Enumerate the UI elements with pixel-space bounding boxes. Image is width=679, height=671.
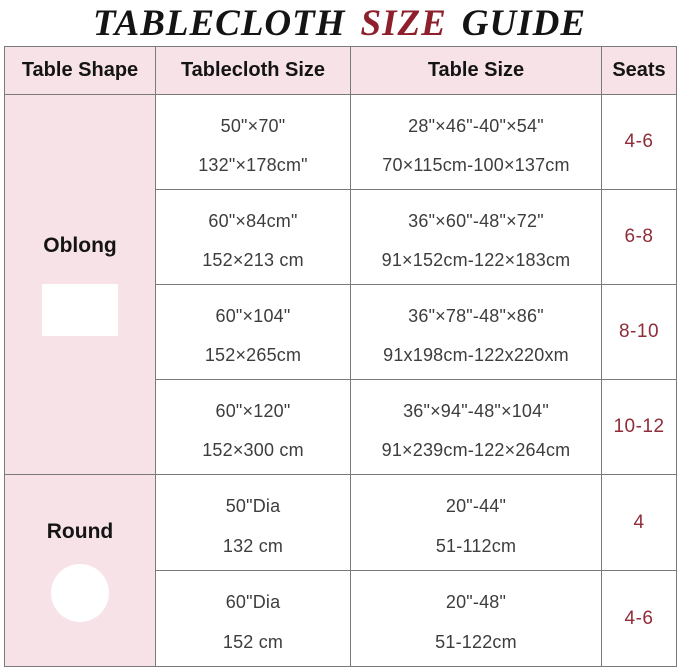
circle-shape-icon bbox=[51, 564, 109, 622]
tablecloth-size-inches: 60"×120" bbox=[215, 401, 291, 421]
table-row bbox=[5, 475, 677, 571]
table-size-cm: 51-112cm bbox=[435, 536, 517, 556]
table-size-cm: 70×115cm-100×137cm bbox=[382, 155, 570, 175]
table-size-inches: 20"-44" bbox=[445, 496, 507, 516]
header-table-size: Table Size bbox=[351, 47, 602, 95]
table-row bbox=[5, 95, 677, 190]
header-row bbox=[5, 47, 677, 95]
tablecloth-size-cell bbox=[156, 475, 351, 571]
seats-cell: 4-6 bbox=[602, 571, 677, 667]
header-tablecloth-size: Tablecloth Size bbox=[156, 47, 351, 95]
header-table-shape: Table Shape bbox=[5, 47, 156, 95]
table-size-cell bbox=[351, 285, 602, 380]
table-size-cm: 91×152cm-122×183cm bbox=[381, 250, 571, 270]
shape-cell-round bbox=[5, 475, 156, 667]
tablecloth-size-inches: 50"×70" bbox=[220, 116, 286, 136]
title-word-tablecloth: TABLECLOTH bbox=[92, 2, 346, 44]
shape-label-oblong: Oblong bbox=[43, 233, 117, 257]
seats-cell: 8-10 bbox=[602, 285, 677, 380]
tablecloth-size-cell bbox=[156, 285, 351, 380]
tablecloth-size-cm: 132"×178cm" bbox=[198, 155, 308, 175]
tablecloth-size-cell bbox=[156, 380, 351, 475]
shape-label-round: Round bbox=[46, 519, 114, 543]
table-size-inches: 36"×78"-48"×86" bbox=[408, 306, 544, 326]
tablecloth-size-cell bbox=[156, 190, 351, 285]
seats-cell: 4 bbox=[602, 475, 677, 571]
table-size-cell bbox=[351, 380, 602, 475]
title-word-size: SIZE bbox=[360, 2, 447, 44]
seats-cell: 10-12 bbox=[602, 380, 677, 475]
table-size-cm: 51-122cm bbox=[435, 632, 517, 652]
table-size-cell bbox=[351, 190, 602, 285]
tablecloth-size-inches: 60"×104" bbox=[215, 306, 291, 326]
tablecloth-size-inches: 60"×84cm" bbox=[208, 211, 298, 231]
tablecloth-size-cm: 132 cm bbox=[222, 536, 284, 556]
header-seats: Seats bbox=[602, 47, 677, 95]
seats-cell: 4-6 bbox=[602, 95, 677, 190]
table-size-cell bbox=[351, 571, 602, 667]
table-size-cell bbox=[351, 95, 602, 190]
seats-cell: 6-8 bbox=[602, 190, 677, 285]
round-stack bbox=[5, 520, 155, 622]
title-word-guide: GUIDE bbox=[461, 2, 587, 44]
table-size-cm: 91x198cm-122x220xm bbox=[383, 345, 569, 365]
table-size-inches: 36"×60"-48"×72" bbox=[408, 211, 544, 231]
size-guide-table bbox=[4, 46, 677, 667]
tablecloth-size-inches: 50"Dia bbox=[225, 496, 281, 516]
table-size-inches: 36"×94"-48"×104" bbox=[403, 401, 549, 421]
shape-cell-oblong bbox=[5, 95, 156, 475]
tablecloth-size-cm: 152×300 cm bbox=[202, 440, 304, 460]
table-size-inches: 28"×46"-40"×54" bbox=[408, 116, 544, 136]
table-size-inches: 20"-48" bbox=[445, 592, 507, 612]
tablecloth-size-inches: 60"Dia bbox=[225, 592, 281, 612]
table-size-cm: 91×239cm-122×264cm bbox=[381, 440, 571, 460]
table-size-cell bbox=[351, 475, 602, 571]
oblong-stack bbox=[5, 234, 155, 336]
rectangle-shape-icon bbox=[42, 284, 118, 336]
tablecloth-size-cm: 152×213 cm bbox=[202, 250, 304, 270]
tablecloth-size-cm: 152×265cm bbox=[204, 345, 302, 365]
tablecloth-size-cell bbox=[156, 571, 351, 667]
page-title bbox=[0, 0, 679, 46]
tablecloth-size-cell bbox=[156, 95, 351, 190]
tablecloth-size-cm: 152 cm bbox=[222, 632, 284, 652]
